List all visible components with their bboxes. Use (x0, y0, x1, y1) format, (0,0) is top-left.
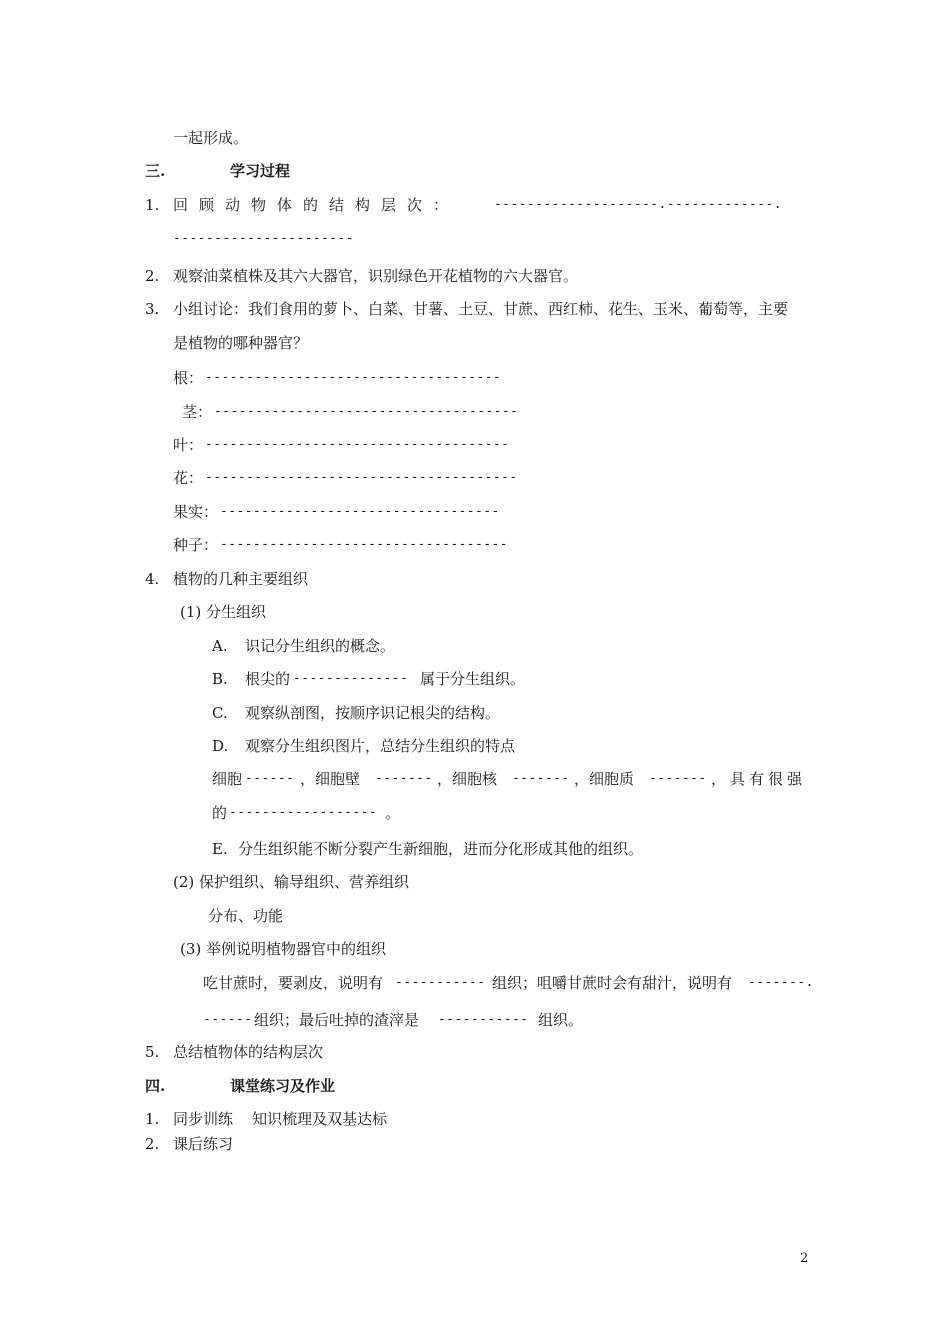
sub3-l1-blank1: ----------- (395, 975, 486, 990)
hw2-text: 课后练习 (173, 1135, 234, 1153)
organ-leaf-blank: ------------------------------------- (205, 437, 510, 452)
sub3-l2-a: 组织；最后吐掉的渣滓是 (254, 1011, 420, 1029)
sub1-d-letter: D. (212, 737, 229, 755)
organ-flower-blank: -------------------------------------- (205, 470, 518, 485)
sub3-l2-blank: ------ (203, 1012, 253, 1027)
item5-number: 5. (145, 1043, 160, 1061)
item1-blank-b: ---------------------- (173, 231, 354, 246)
section4-number: 四. (145, 1077, 166, 1095)
hw2-number: 2. (145, 1135, 160, 1153)
sub1-a-letter: A. (212, 637, 228, 655)
hw1-text: 同步训练 知识梳理及双基达标 (173, 1110, 388, 1128)
sub1-e-letter: E. (212, 840, 228, 858)
intro-tail: 一起形成。 (173, 129, 249, 147)
sub2-line: 分布、功能 (208, 907, 284, 925)
organ-stem-blank: ------------------------------------- (214, 404, 519, 419)
d-line1-nucleus: ，细胞核 (437, 770, 498, 788)
page-number: 2 (800, 1251, 809, 1266)
organ-fruit-blank: ---------------------------------- (220, 504, 500, 519)
organ-seed-label: 种子： (173, 536, 219, 554)
sub3-l1-c: 组织；咀嚼甘蔗时会有甜汁，说明有 (492, 974, 733, 992)
d-line2-blank: ------------------ (229, 805, 378, 820)
d-line1-cytoplasm: ，细胞质 (574, 770, 635, 788)
item4-number: 4. (145, 570, 160, 588)
item1-number: 1. (145, 196, 160, 214)
d-line1-blank4: ------- (649, 771, 707, 786)
section4-title: 课堂练习及作业 (230, 1077, 336, 1095)
hw1-number: 1. (145, 1110, 160, 1128)
sub1-e-text: 分生组织能不断分裂产生新细胞，进而分化形成其他的组织。 (238, 840, 644, 858)
d-line1-blank2: ------- (375, 771, 433, 786)
d-line1-wall: ，细胞壁 (300, 770, 361, 788)
d-line1-strong: ，具有很强 (711, 770, 807, 788)
organ-stem-label: 茎： (182, 403, 213, 421)
sub3-l1-blank2: -------. (748, 975, 814, 990)
d-line1-blank1: ------ (245, 771, 295, 786)
item3-number: 3. (145, 300, 160, 318)
organ-flower-label: 花： (173, 469, 204, 487)
sub1-c-text: 观察纵剖图，按顺序识记根尖的结构。 (245, 704, 501, 722)
item1-blank-a: --------------------.-------------. (494, 197, 782, 212)
sub1-b-post: 属于分生组织。 (420, 670, 526, 688)
sub3-l2-c: 组织。 (538, 1011, 584, 1029)
sub1-b-blank: -------------- (293, 671, 409, 686)
sub1-a-text: 识记分生组织的概念。 (245, 637, 396, 655)
d-line2-of: 的 (212, 804, 228, 822)
d-line2-end: 。 (385, 804, 401, 822)
item3-line1: 小组讨论：我们食用的萝卜、白菜、甘薯、土豆、甘蔗、西红柿、花生、玉米、葡萄等，主要 (173, 300, 789, 318)
item5-text: 总结植物体的结构层次 (173, 1043, 324, 1061)
d-line1-blank3: ------- (512, 771, 570, 786)
item4-title: 植物的几种主要组织 (173, 570, 309, 588)
organ-leaf-label: 叶： (173, 436, 204, 454)
sub3-l2-blank3: ----------- (438, 1012, 529, 1027)
item3-line2: 是植物的哪种器官？ (173, 334, 309, 352)
section3-title: 学习过程 (230, 162, 291, 180)
d-line1-cell: 细胞 (212, 770, 243, 788)
item2-number: 2. (145, 267, 160, 285)
sub1-title: (1) 分生组织 (180, 603, 267, 621)
section3-number: 三. (145, 162, 166, 180)
sub1-c-letter: C. (212, 704, 228, 722)
item1-text: 回顾动物体的结构层次： (173, 196, 460, 214)
sub1-b-letter: B. (212, 670, 228, 688)
sub1-b-pre: 根尖的 (245, 670, 291, 688)
organ-seed-blank: ----------------------------------- (220, 537, 508, 552)
organ-root-label: 根： (173, 369, 204, 387)
sub2-title: (2) 保护组织、输导组织、营养组织 (173, 873, 410, 891)
sub1-d-text: 观察分生组织图片，总结分生组织的特点 (245, 737, 516, 755)
organ-root-blank: ------------------------------------ (205, 370, 502, 385)
organ-fruit-label: 果实： (173, 503, 219, 521)
sub3-l1-a: 吃甘蔗时，要剥皮，说明有 (203, 974, 384, 992)
sub3-title: (3) 举例说明植物器官中的组织 (180, 940, 387, 958)
item2-text: 观察油菜植株及其六大器官，识别绿色开花植物的六大器官。 (173, 267, 579, 285)
